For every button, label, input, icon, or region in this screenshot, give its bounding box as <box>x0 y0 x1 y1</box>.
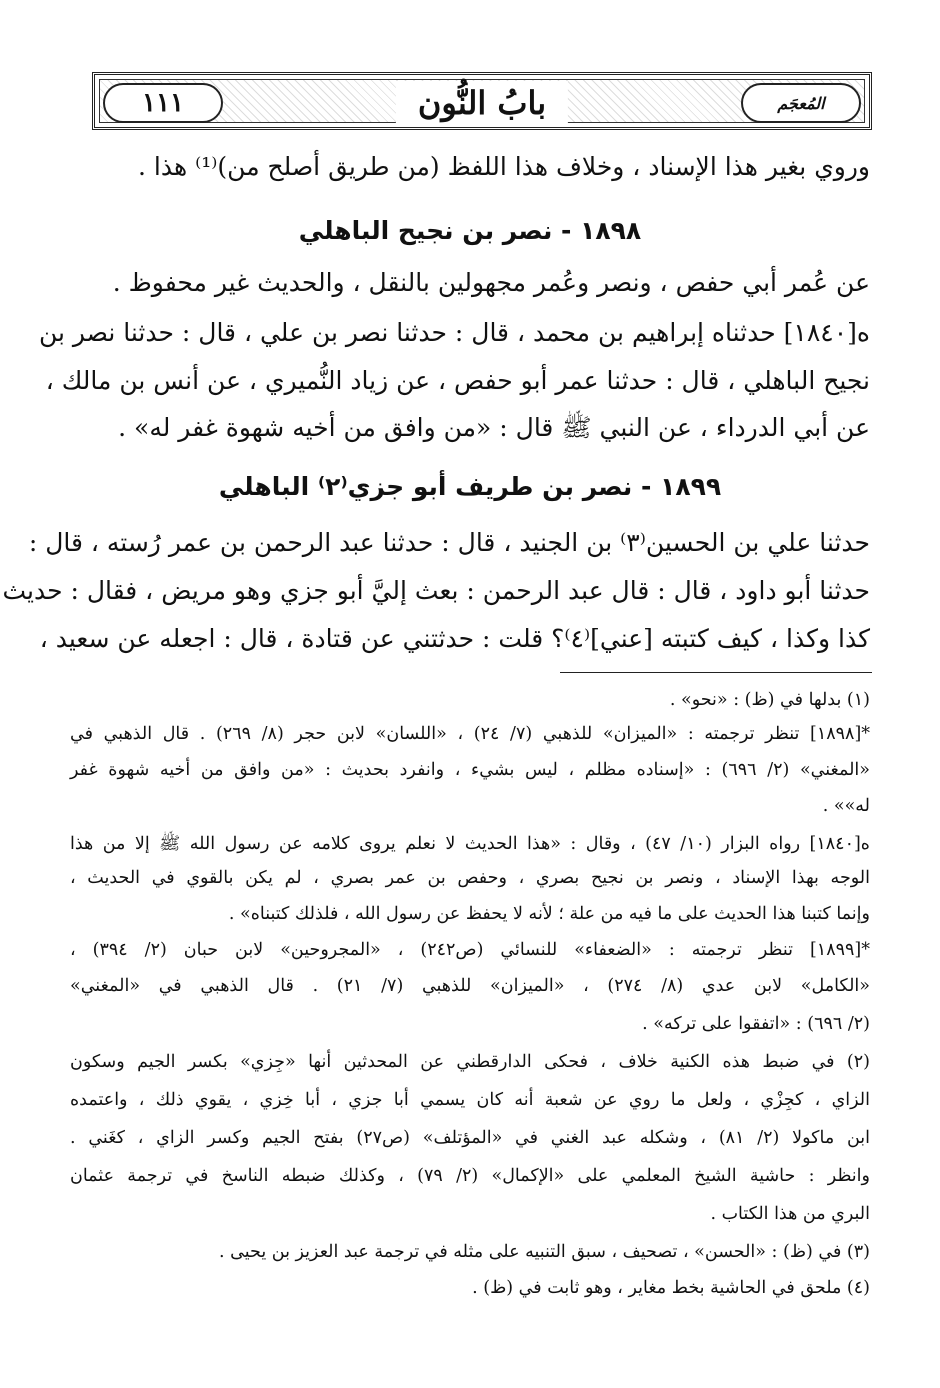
footnote-separator <box>560 672 872 673</box>
footnote-line: الزاي ، كجِزْي ، ولعل ما روي عن شعبة أنه كان يسمي أبا جزي ، أبا خِزي ، يقوي ذلك ، واعتمده <box>70 1090 870 1110</box>
chapter-title: بابُ النُّون <box>396 81 568 125</box>
footnote-line: (٢) في ضبط هذه الكنية خلاف ، فحكى الدارقطني عن المحدثين أنها «جِزي» بكسر الجيم وسكون <box>70 1052 870 1072</box>
footnote-line: «المغني» (٢/ ٦٩٦) : «إسناده مظلم ، ليس بشيء ، وانفرد بحديث : «من وافق من أخيه شهوة غفر <box>70 760 870 780</box>
footnote-line: وإنما كتبنا هذا الحديث على ما فيه من علة ؛ لأنه لا يحفظ عن رسول الله ، فلذلك كتبناه» . <box>228 904 870 924</box>
intro-line: وروي بغير هذا الإسناد ، وخلاف هذا اللفظ (من طريق أصلح من)⁽¹⁾ هذا . <box>138 152 870 181</box>
hadith-1840-line-3: عن أبي الدرداء ، عن النبي ﷺ قال : «من وافق من أخيه شهوة غفر له» . <box>118 413 870 442</box>
entry-1899-line-2: حدثنا أبو داود ، قال : قال عبد الرحمن : بعث إليَّ أبو جزي وهو مريض ، فقال : حديث <box>2 576 870 605</box>
footnote-line: وانظر : حاشية الشيخ المعلمي على «الإكمال» (٢/ ٧٩) ، وكذلك ضبطه الناسخ في ترجمة عثمان <box>70 1166 870 1186</box>
entry-1899-line-1: حدثنا علي بن الحسين⁽٣⁾ بن الجنيد ، قال : حدثنا عبد الرحمن بن عمر رُسته ، قال : <box>28 528 870 557</box>
footnote-line: له»» . <box>822 796 870 816</box>
footnote-line: *[١٨٩٨] تنظر ترجمته : «الميزان» للذهبي (٧/ ٢٤) ، «اللسان» لابن حجر (٨/ ٢٦٩) . قال الذهبي في <box>70 724 871 744</box>
entry-1899-line-3: كذا وكذا ، كيف كتبته [عني]⁽٤⁾؟ قلت : حدثتني عن قتادة ، قال : اجعله عن سعيد ، <box>39 624 870 653</box>
footnote-line: ه[١٨٤٠] رواه البزار (١٠/ ٤٧) ، وقال : «هذا الحديث لا نعلم يروى كلامه عن رسول الله ﷺ إلا من هذا <box>70 834 870 854</box>
footnote-line: «الكامل» لابن عدي (٨/ ٢٧٤) ، «الميزان» للذهبي (٧/ ٢١) . قال الذهبي في «المغني» <box>70 976 871 996</box>
hadith-1840-line-2: نجيح الباهلي ، قال : حدثنا عمر أبو حفص ، عن زياد النُّميري ، عن أنس بن مالك ، <box>45 366 870 395</box>
footnote-line: ابن ماكولا (٢/ ٨١) ، وشكله عبد الغني في «المؤتلف» (ص٢٧) بفتح الجيم وكسر الزاي ، كغَني . <box>70 1128 871 1148</box>
page-number: ١١١ <box>103 83 223 123</box>
entry-heading-1899: ١٨٩٩ - نصر بن طريف أبو جزي⁽٢⁾ الباهلي <box>218 472 722 501</box>
page-header <box>92 72 872 130</box>
footnote-line: الوجه بهذا الإسناد ، ونصر بن نجيح بصري ، وحفص بن عمر بصري ، لم يكن بالقوي في الحديث ، <box>70 868 870 888</box>
footnote-line: (٤) ملحق في الحاشية بخط مغاير ، وهو ثابت في (ظ) . <box>472 1278 870 1298</box>
entry-text-1898: عن عُمر أبي حفص ، ونصر وعُمر مجهولين بالنقل ، والحديث غير محفوظ . <box>112 268 870 297</box>
book-emblem: المُعجَم <box>741 83 861 123</box>
footnote-line: (٣) في (ظ) : «الحسن» ، تصحيف ، سبق التنبيه على مثله في ترجمة عبد العزيز بن يحيى . <box>219 1242 870 1262</box>
footnote-line: (١) بدلها في (ظ) : «نحو» . <box>669 690 870 710</box>
hadith-1840-line-1: ه[١٨٤٠] حدثناه إبراهيم بن محمد ، قال : حدثنا نصر بن علي ، قال : حدثنا نصر بن <box>38 318 870 347</box>
entry-heading-1898: ١٨٩٨ - نصر بن نجيح الباهلي <box>298 216 642 245</box>
footnote-line: *[١٨٩٩] تنظر ترجمته : «الضعفاء» للنسائي (ص٢٤٢) ، «المجروحين» لابن حبان (٢/ ٣٩٤) ، <box>70 940 870 960</box>
footnote-line: البري من هذا الكتاب . <box>710 1204 870 1224</box>
footnote-line: (٢/ ٦٩٦) : «اتفقوا على تركه» . <box>642 1014 870 1034</box>
